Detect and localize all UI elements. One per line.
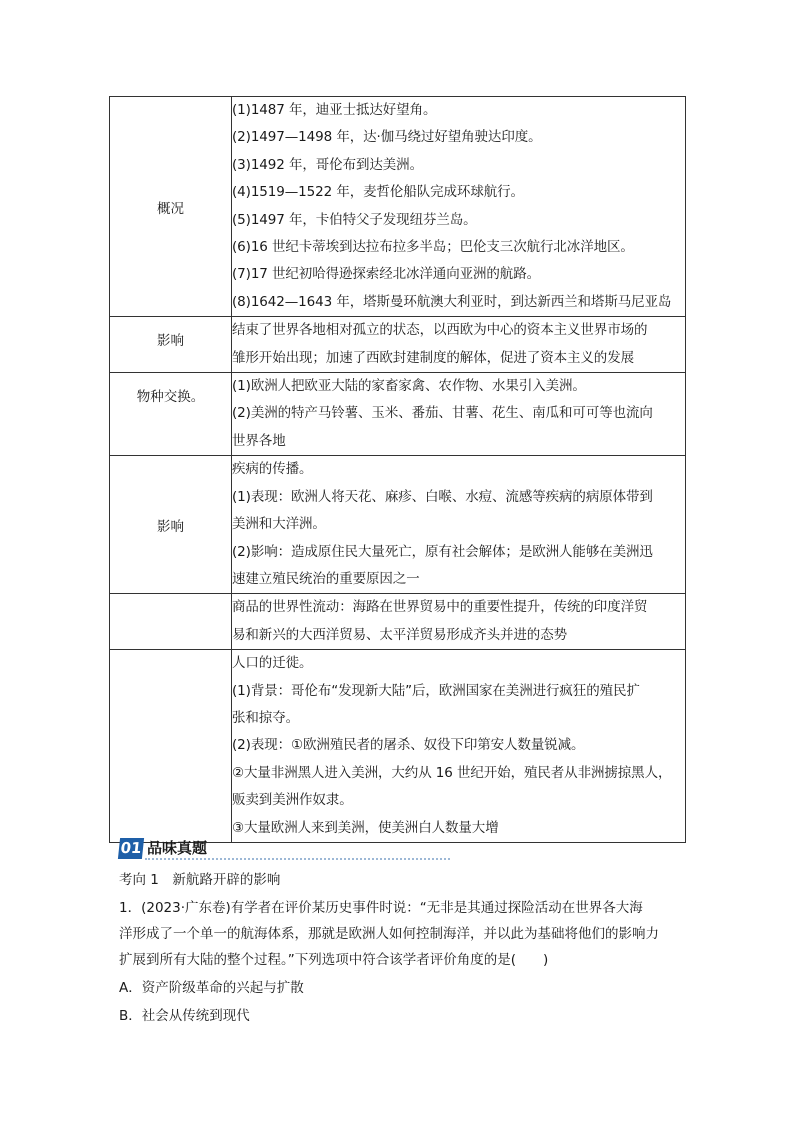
content-line: (2)1497—1498 年，达·伽马绕过好望角驶达印度。 (232, 129, 542, 146)
section-banner (119, 838, 449, 860)
content-line: 疾病的传播。 (232, 461, 313, 478)
content-line: 贩卖到美洲作奴隶。 (232, 792, 353, 809)
content-line: 易和新兴的大西洋贸易、太平洋贸易形成齐头并进的态势 (232, 626, 567, 643)
table-row (110, 97, 686, 317)
row-content (232, 650, 686, 843)
row-content (232, 594, 686, 650)
content-line: 人口的迁徙。 (232, 655, 313, 672)
content-line: (8)1642—1643 年，塔斯曼环航澳大利亚时，到达新西兰和塔斯马尼亚岛 (232, 293, 672, 310)
row-content (232, 456, 686, 594)
content-line: 速建立殖民统治的重要原因之一 (232, 570, 420, 587)
option-a: A．资产阶级革命的兴起与扩散 (119, 980, 304, 996)
content-line: ②大量非洲黑人进入美洲，大约从 16 世纪开始，殖民者从非洲掳掠黑人， (232, 764, 672, 781)
content-line: (5)1497 年，卡伯特父子发现纽芬兰岛。 (232, 211, 477, 228)
table-row (110, 373, 686, 456)
content-line: (3)1492 年，哥伦布到达美洲。 (232, 156, 423, 173)
row-label (110, 594, 232, 650)
content-line: (2)表现：①欧洲殖民者的屠杀、奴役下印第安人数量锐减。 (232, 737, 585, 754)
content-line: (7)17 世纪初哈得逊探索经北冰洋通向亚洲的航路。 (232, 266, 540, 283)
row-label: 影响 (110, 317, 232, 373)
row-content (232, 373, 686, 456)
row-content (232, 317, 686, 373)
table-row (110, 650, 686, 843)
option-b: B．社会从传统到现代 (119, 1008, 250, 1024)
content-line: (1)欧洲人把欧亚大陆的家畜家禽、农作物、水果引入美洲。 (232, 378, 586, 395)
content-line: 雏形开始出现；加速了西欧封建制度的解体，促进了资本主义的发展 (232, 349, 634, 366)
row-label: 概况 (110, 97, 232, 317)
question-stem-line: 洋形成了一个单一的航海体系，那就是欧洲人如何控制海洋，并以此为基础将他们的影响力 (119, 926, 659, 942)
content-line: (1)表现：欧洲人将天花、麻疹、白喉、水痘、流感等疾病的病原体带到 (232, 488, 653, 505)
question-stem-line: 1．(2023·广东卷)有学者在评价某历史事件时说：“无非是其通过探险活动在世界各大海 (119, 900, 643, 916)
content-line: (2)美洲的特产马铃薯、玉米、番茄、甘薯、花生、南瓜和可可等也流向 (232, 405, 653, 422)
summary-table (109, 96, 686, 843)
content-line: (1)1487 年，迪亚士抵达好望角。 (232, 102, 437, 118)
row-label: 物种交换。 (110, 373, 232, 456)
question-topic: 考向 1 新航路开辟的影响 (119, 872, 281, 888)
content-line: 世界各地 (232, 432, 286, 449)
question-stem-line: 扩展到所有大陆的整个过程。”下列选项中符合该学者评价角度的是( ) (119, 952, 549, 968)
content-line: 美洲和大洋洲。 (232, 516, 326, 533)
section-divider (145, 858, 450, 860)
content-line: 商品的世界性流动：海路在世界贸易中的重要性提升，传统的印度洋贸 (232, 599, 648, 616)
content-line: 张和掠夺。 (232, 709, 299, 726)
content-line: (6)16 世纪卡蒂埃到达拉布拉多半岛；巴伦支三次航行北冰洋地区。 (232, 239, 634, 256)
content-line: (2)影响：造成原住民大量死亡，原有社会解体；是欧洲人能够在美洲迅 (232, 543, 653, 560)
content-line: (1)背景：哥伦布“发现新大陆”后，欧洲国家在美洲进行疯狂的殖民扩 (232, 682, 640, 699)
table-row (110, 317, 686, 373)
content-line: 结束了世界各地相对孤立的状态，以西欧为中心的资本主义世界市场的 (232, 322, 648, 339)
row-label: 影响 (110, 456, 232, 594)
table-row (110, 594, 686, 650)
content-line: ③大量欧洲人来到美洲，使美洲白人数量大增 (232, 819, 499, 836)
row-content (232, 97, 686, 317)
table-row (110, 456, 686, 594)
row-label (110, 650, 232, 843)
section-number-badge: 01 (119, 839, 143, 857)
section-title: 品味真题 (147, 839, 208, 857)
content-line: (4)1519—1522 年，麦哲伦船队完成环球航行。 (232, 184, 524, 201)
